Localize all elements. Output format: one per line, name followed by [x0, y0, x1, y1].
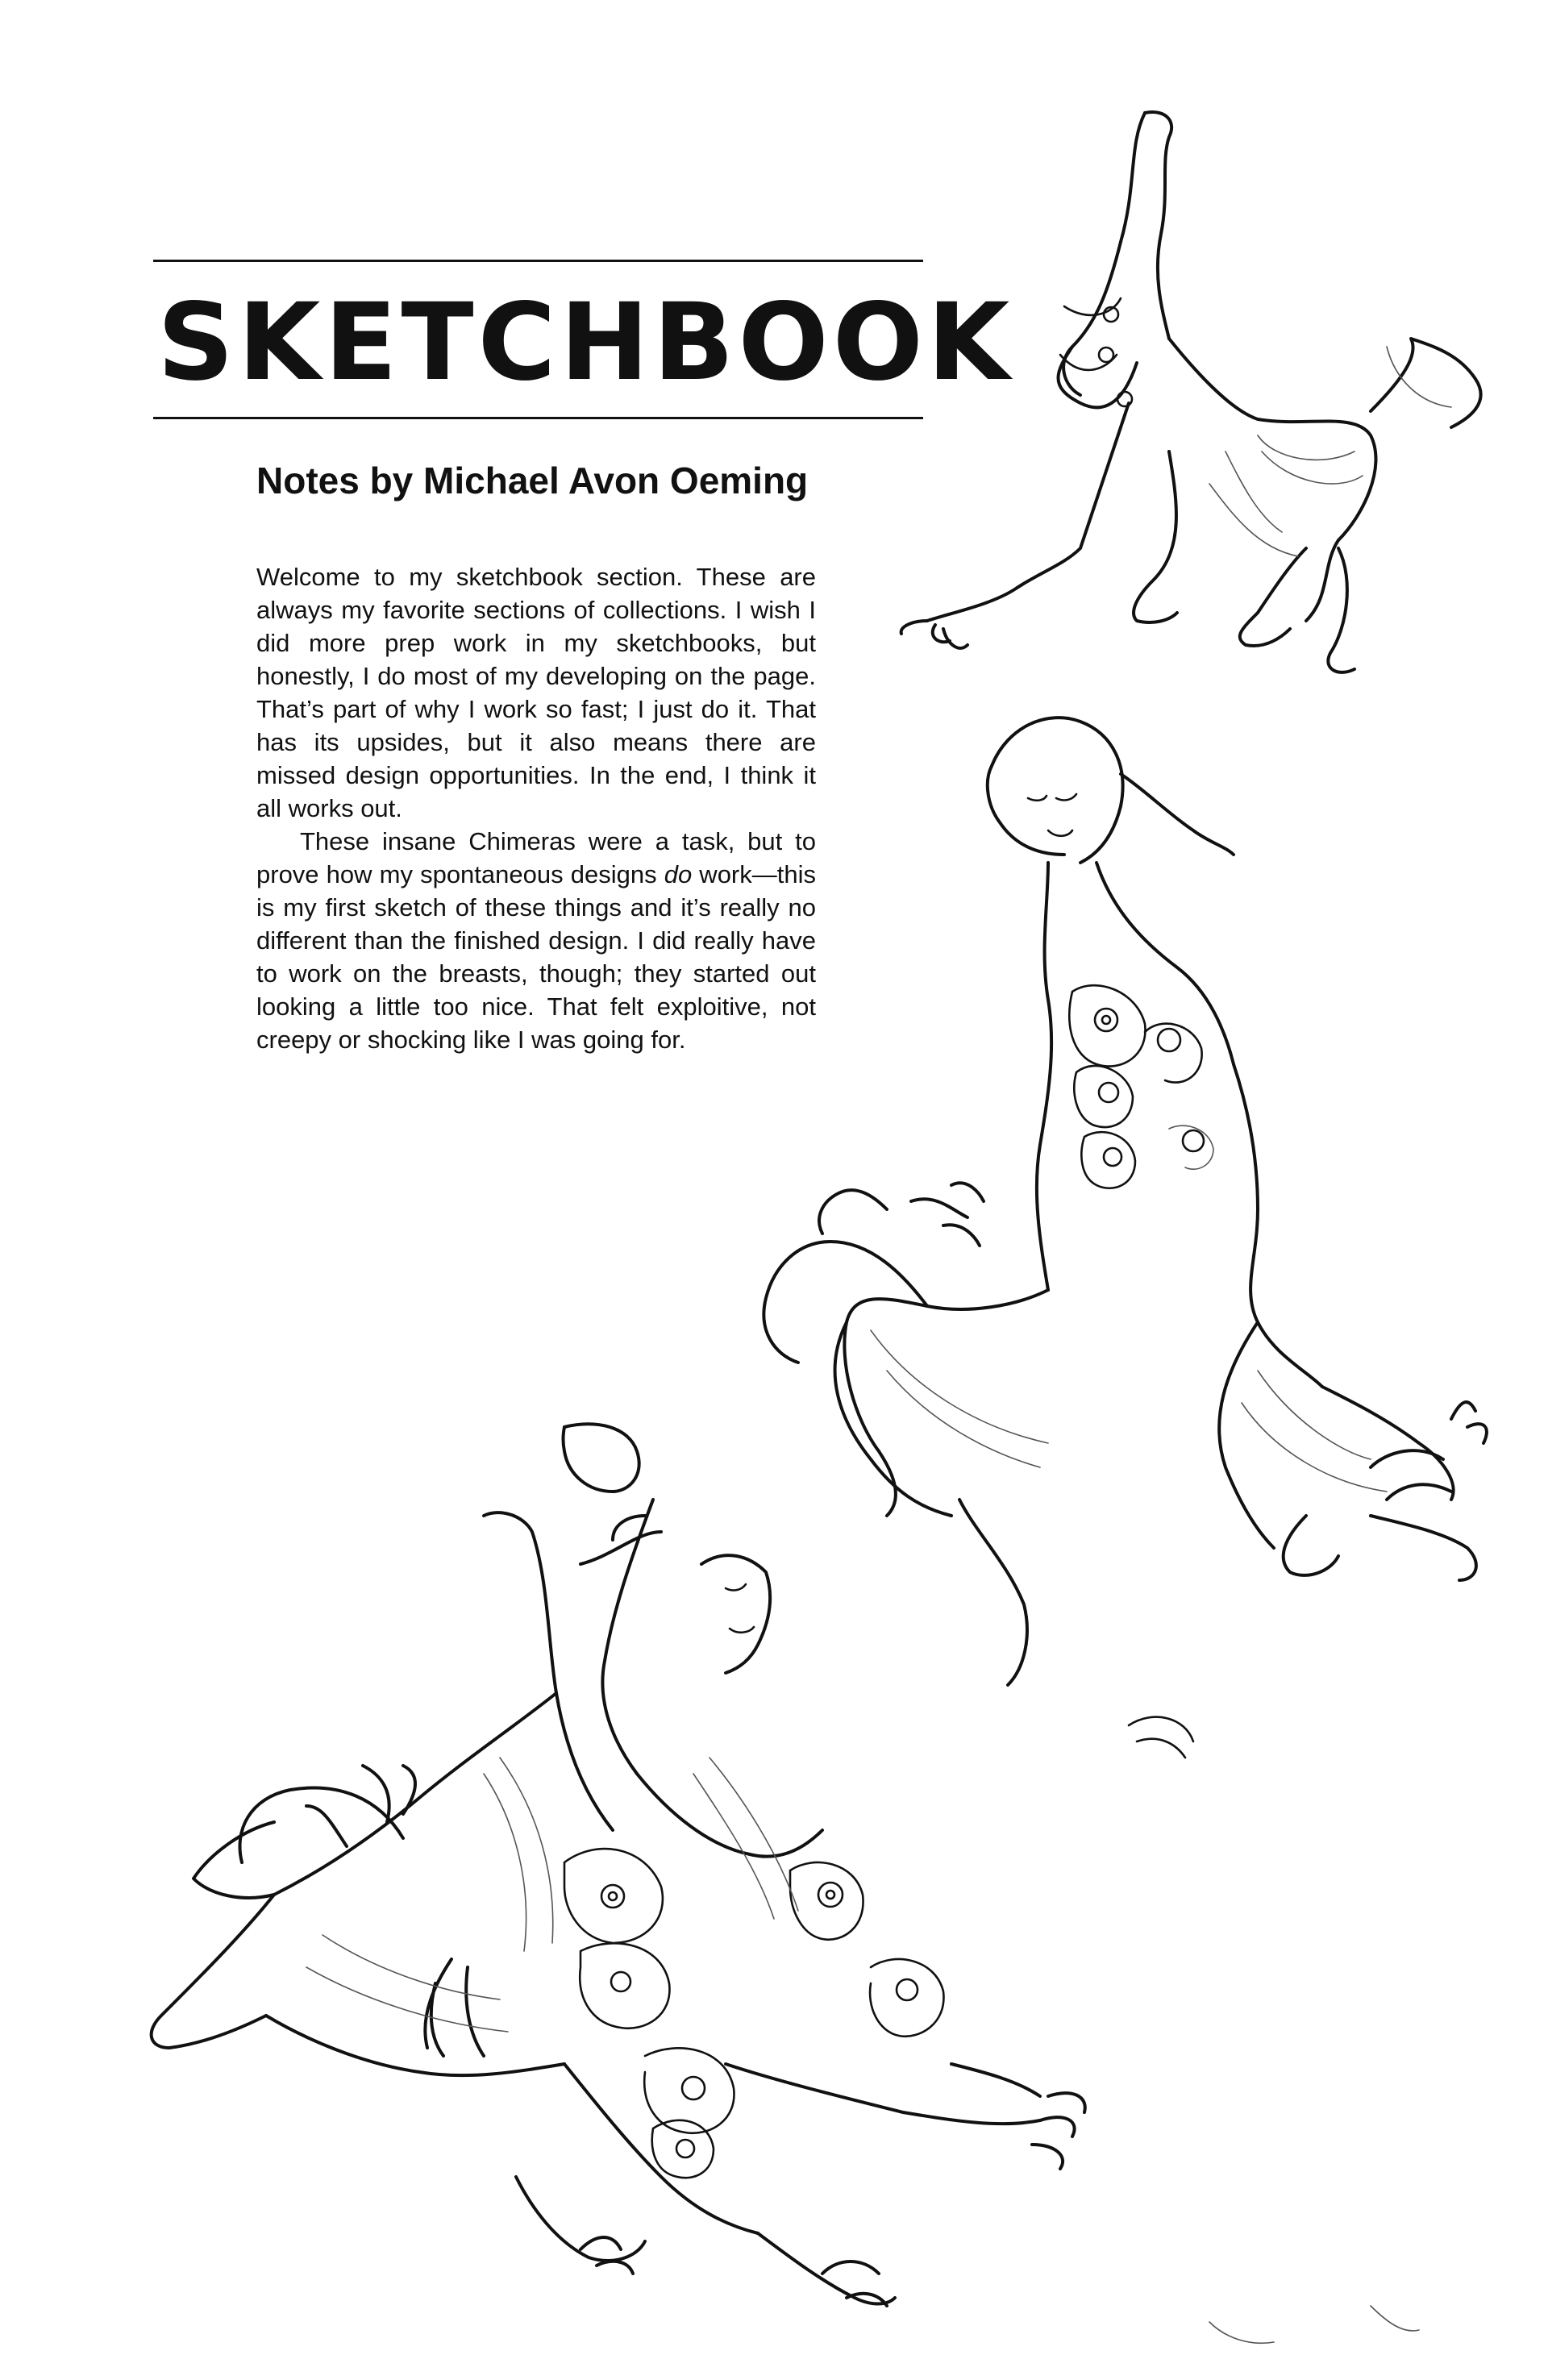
paragraph-1: Welcome to my sketchbook section. These are always my favorite sections of collections. I wish I did more prep work in my sketchbooks, but honestly, I do most of my developing on the page. That’s part of why I work so fast; I just do it. That has its upsides, but it also means there are missed design opportunities. In the end, I think it all works out. — [256, 563, 816, 822]
paragraph-2-emphasis: do — [664, 860, 693, 888]
page-title: SKETCHBOOK — [157, 281, 1014, 405]
chimera-sketch-top — [901, 112, 1481, 672]
chimera-sketch-middle — [764, 718, 1487, 1758]
author-byline: Notes by Michael Avon Oeming — [256, 460, 809, 501]
paragraph-2-part-a: These insane Chimeras were a task, but to prove how my spontaneous designs — [256, 827, 816, 888]
chimera-sketch-bottom — [152, 1424, 1419, 2343]
paragraph-2-part-b: work—this is my first sketch of these things and it’s really no different than the finished design. I did really have to work on the breasts, though; they started out looking a little too nice. That felt exploitive, not creepy or shocking like I was going for. — [256, 860, 816, 1054]
